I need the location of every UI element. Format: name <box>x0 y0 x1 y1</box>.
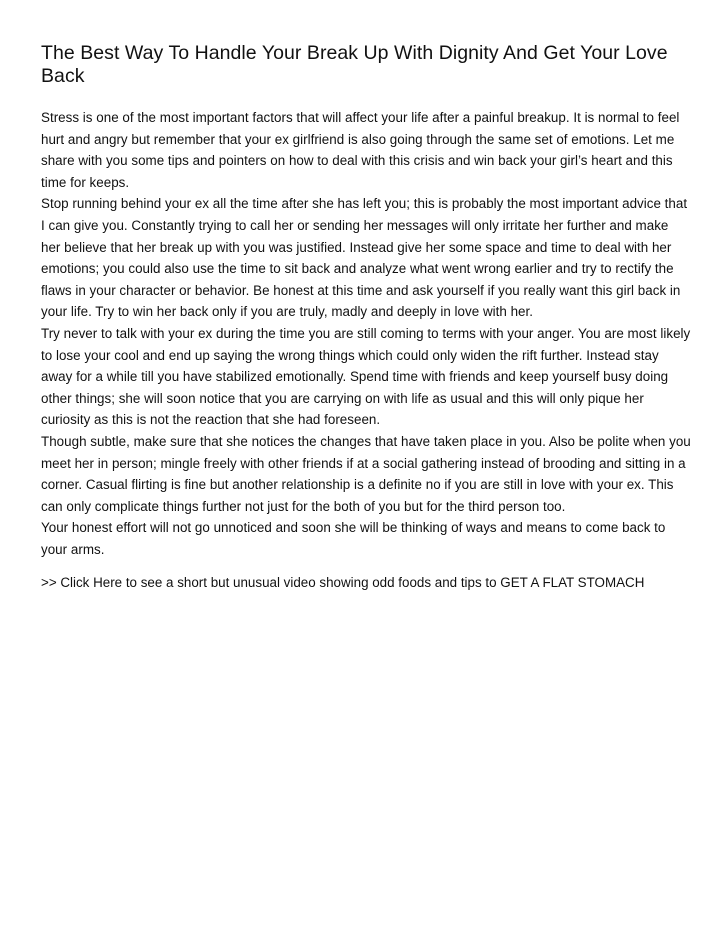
document-body <box>41 107 691 560</box>
document-title: The Best Way To Handle Your Break Up With Dignity And Get Your Love Back <box>41 42 668 87</box>
promo-link[interactable]: >> Click Here to see a short but unusual video showing odd foods and tips to GET A FLAT STOMACH <box>41 575 645 591</box>
promo-link-paragraph <box>41 574 691 593</box>
paragraph: Stress is one of the most important factors that will affect your life after a painful breakup. It is normal to feel hurt and angry but remember that your ex girlfriend is also going through the same set of emotions. Let me share with you some tips and pointers on how to deal with this crisis and win back your girl’s heart and this time for keeps. <box>41 110 680 190</box>
paragraph: Your honest effort will not go unnoticed and soon she will be thinking of ways and means to come back to your arms. <box>41 520 666 557</box>
document-page <box>41 0 691 593</box>
paragraph: Try never to talk with your ex during the time you are still coming to terms with your anger. You are most likely to lose your cool and end up saying the wrong things which could only widen the rift further. Instead stay away for a while till you have stabilized emotionally. Spend time with friends and keep yourself busy doing other things; she will soon notice that you are carrying on with life as usual and this will only pique her curiosity as this is not the reaction that she had foreseen. <box>41 325 691 428</box>
paragraph: Stop running behind your ex all the time after she has left you; this is probably the most important advice that I can give you. Constantly trying to call her or sending her messages will only irritate her further and make her believe that her break up with you was justified. Instead give her some space and time to deal with her emotions; you could also use the time to sit back and analyze what went wrong earlier and try to rectify the flaws in your character or behavior. Be honest at this time and ask yourself if you really want this girl back in your life. Try to win her back only if you are truly, madly and deeply in love with her. <box>41 196 688 320</box>
paragraph: Though subtle, make sure that she notices the changes that have taken place in you. Also be polite when you meet her in person; mingle freely with other friends if at a social gathering instead of brooding and sitting in a corner. Casual flirting is fine but another relationship is a definite no if you are still in love with your ex. This can only complicate things further not just for the both of you but for the third person too. <box>41 433 691 514</box>
